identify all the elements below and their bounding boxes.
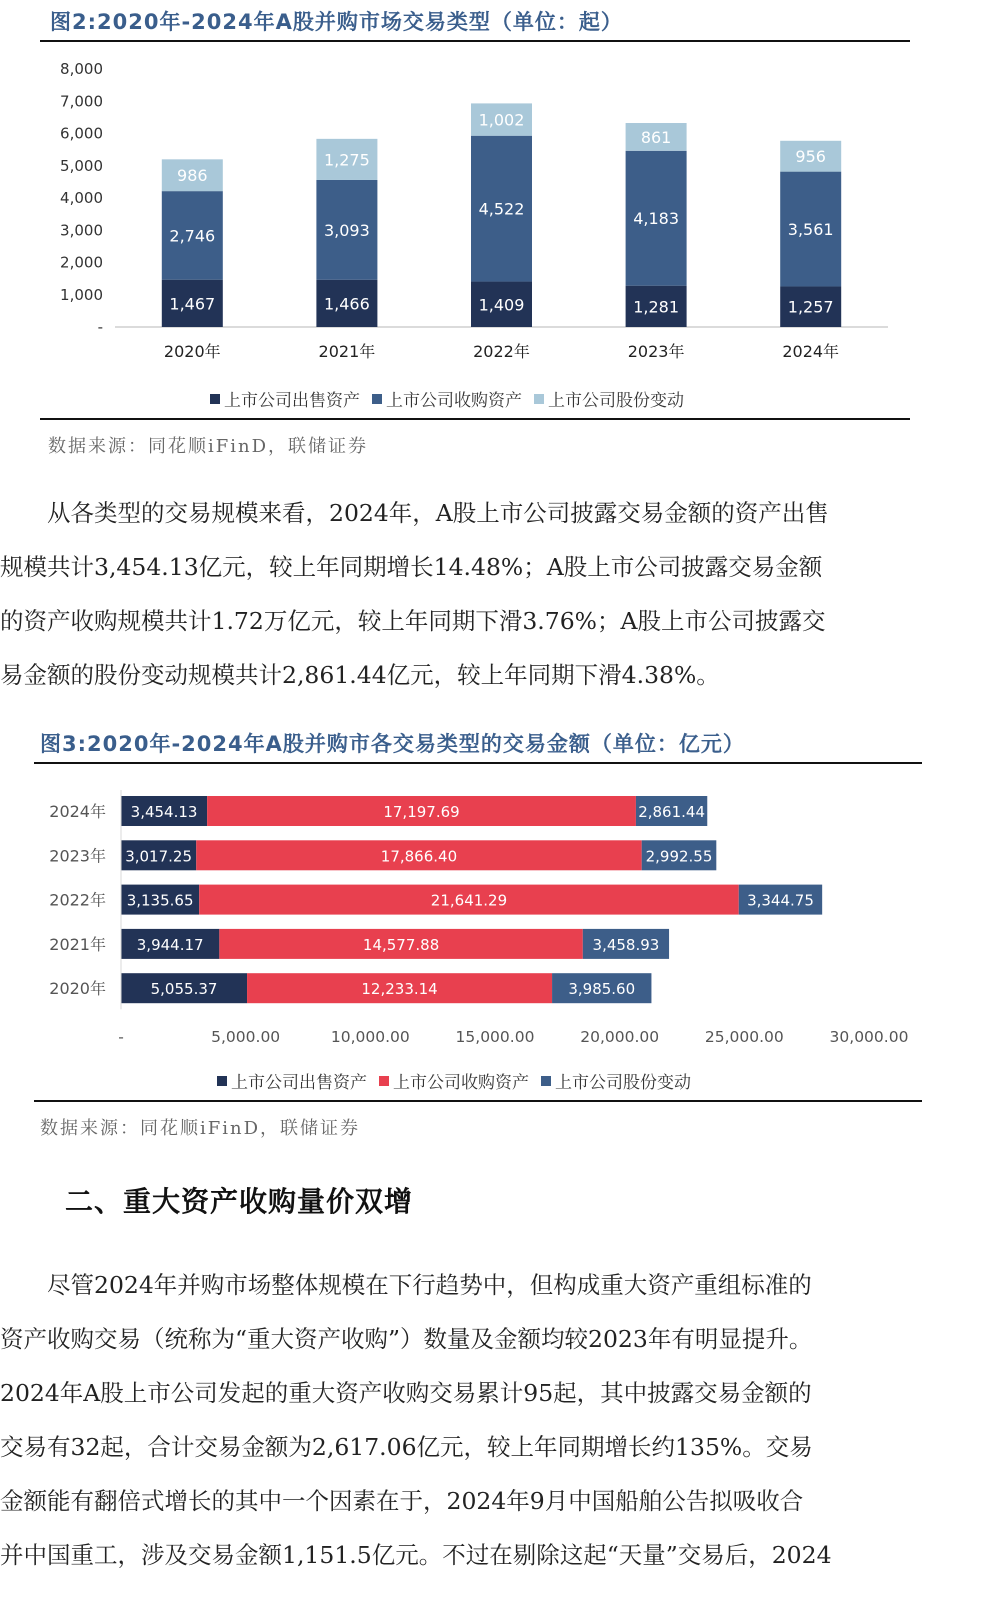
data-label: 21,641.29 [430,891,508,910]
y-tick-label: 5,000 [60,156,103,175]
y-tick-label: 6,000 [60,124,103,143]
data-label: 12,233.14 [361,980,438,999]
x-tick-label: 25,000.00 [704,1028,784,1046]
data-label: 4,522 [478,199,525,219]
data-label: 1,409 [478,295,525,315]
paragraph-line: 规模共计3,454.13亿元，较上年同期增长14.48%；A股上市公司披露交易金额 [0,553,823,581]
section-heading: 二、重大资产收购量价双增 [65,1185,414,1218]
figure3-title: 图3:2020年-2024年A股并购市各交易类型的交易金额（单位：亿元） [40,732,745,756]
data-label: 2,861.44 [638,803,705,821]
x-tick-label: 5,000.00 [211,1028,281,1046]
data-label: 4,183 [633,209,680,229]
y-tick-label: 2024年 [49,802,106,821]
paragraph-line: 的资产收购规模共计1.72万亿元，较上年同期下滑3.76%；A股上市公司披露交 [0,607,826,635]
y-tick-label: 7,000 [60,92,103,111]
legend-item-buy: 上市公司收购资产 [379,1068,529,1093]
paragraph-line: 2024年A股上市公司发起的重大资产收购交易累计95起，其中披露交易金额的 [0,1379,812,1407]
data-label: 5,055.37 [150,980,218,999]
legend-item-sell: 上市公司出售资产 [210,386,360,411]
x-tick-label: - [118,1028,124,1046]
x-tick-label: 30,000.00 [829,1028,909,1046]
data-label: 1,002 [478,110,525,130]
y-tick-label: 3,000 [60,221,103,240]
figure2-top-rule [40,40,910,42]
data-label: 3,135.65 [126,891,194,910]
x-tick-label: 10,000.00 [330,1028,410,1046]
paragraph-line: 交易有32起，合计交易金额为2,617.06亿元，较上年同期增长约135%。交易 [0,1433,813,1461]
legend-item-sell: 上市公司出售资产 [217,1068,367,1093]
legend-item-share: 上市公司股份变动 [541,1068,691,1093]
figure2-chart [40,50,910,380]
paragraph-line: 易金额的股份变动规模共计2,861.44亿元，较上年同期下滑4.38%。 [0,661,720,689]
y-tick-label: 2,000 [60,253,103,272]
y-tick-label: 2023年 [49,846,106,866]
paragraph-line: 金额能有翻倍式增长的其中一个因素在于，2024年9月中国船舶公告拟吸收合 [0,1487,804,1515]
data-label: 956 [795,147,826,167]
y-tick-label: 8,000 [60,60,103,78]
y-tick-label: 1,000 [60,285,103,304]
paragraph-line: 从各类型的交易规模来看，2024年，A股上市公司披露交易金额的资产出售 [0,499,829,527]
data-label: 3,944.17 [136,935,204,954]
data-label: 2,992.55 [645,847,713,866]
legend-item-share: 上市公司股份变动 [534,386,684,411]
data-label: 3,561 [787,220,834,240]
legend-item-buy: 上市公司收购资产 [372,386,522,411]
figure3-chart [34,770,934,1060]
y-tick-label: 2020年 [49,979,106,999]
x-tick-label: 2024年 [782,342,840,361]
data-label: 1,466 [323,294,370,314]
figure2-bottom-rule [40,418,910,420]
paragraph-2 [0,1258,986,1582]
data-label: 3,985.60 [568,980,636,999]
figure3-legend [217,1068,697,1093]
data-label: 3,093 [323,220,370,240]
y-tick-label: 2021年 [49,934,106,954]
data-label: 1,281 [633,297,680,317]
paragraph-1 [0,486,986,702]
x-tick-label: 2021年 [318,342,376,361]
x-tick-label: 2020年 [163,342,221,361]
y-tick-label: 2022年 [49,890,106,910]
data-label: 1,467 [169,294,216,314]
data-label: 1,257 [787,297,834,317]
data-label: 17,866.40 [380,847,458,866]
data-label: 14,577.88 [362,935,440,954]
figure3-top-rule [34,762,922,764]
x-tick-label: 15,000.00 [455,1028,535,1046]
y-tick-label: 4,000 [60,189,103,207]
data-label: 3,017.25 [125,847,193,866]
data-label: 3,458.93 [592,935,660,954]
figure3-source: 数据来源：同花顺iFinD，联储证券 [40,1118,361,1139]
data-label: 2,746 [169,226,216,246]
paragraph-line: 资产收购交易（统称为“重大资产收购”）数量及金额均较2023年有明显提升。 [0,1325,813,1353]
x-tick-label: 20,000.00 [580,1028,660,1046]
x-tick-label: 2023年 [627,342,685,361]
figure3-bottom-rule [34,1100,922,1102]
data-label: 861 [640,127,672,147]
figure2-legend [210,386,690,411]
paragraph-line: 并中国重工，涉及交易金额1,151.5亿元。不过在剔除这起“天量”交易后，2024 [0,1541,832,1569]
paragraph-line: 尽管2024年并购市场整体规模在下行趋势中，但构成重大资产重组标准的 [0,1271,812,1299]
data-label: 17,197.69 [383,803,460,821]
figure2-source: 数据来源：同花顺iFinD，联储证券 [48,436,369,457]
y-tick-label: - [97,318,103,336]
data-label: 1,275 [323,150,370,170]
figure2-title: 图2:2020年-2024年A股并购市场交易类型（单位：起） [50,10,623,34]
data-label: 3,454.13 [130,803,198,821]
data-label: 3,344.75 [747,891,814,910]
x-tick-label: 2022年 [473,342,530,361]
data-label: 986 [177,166,208,186]
